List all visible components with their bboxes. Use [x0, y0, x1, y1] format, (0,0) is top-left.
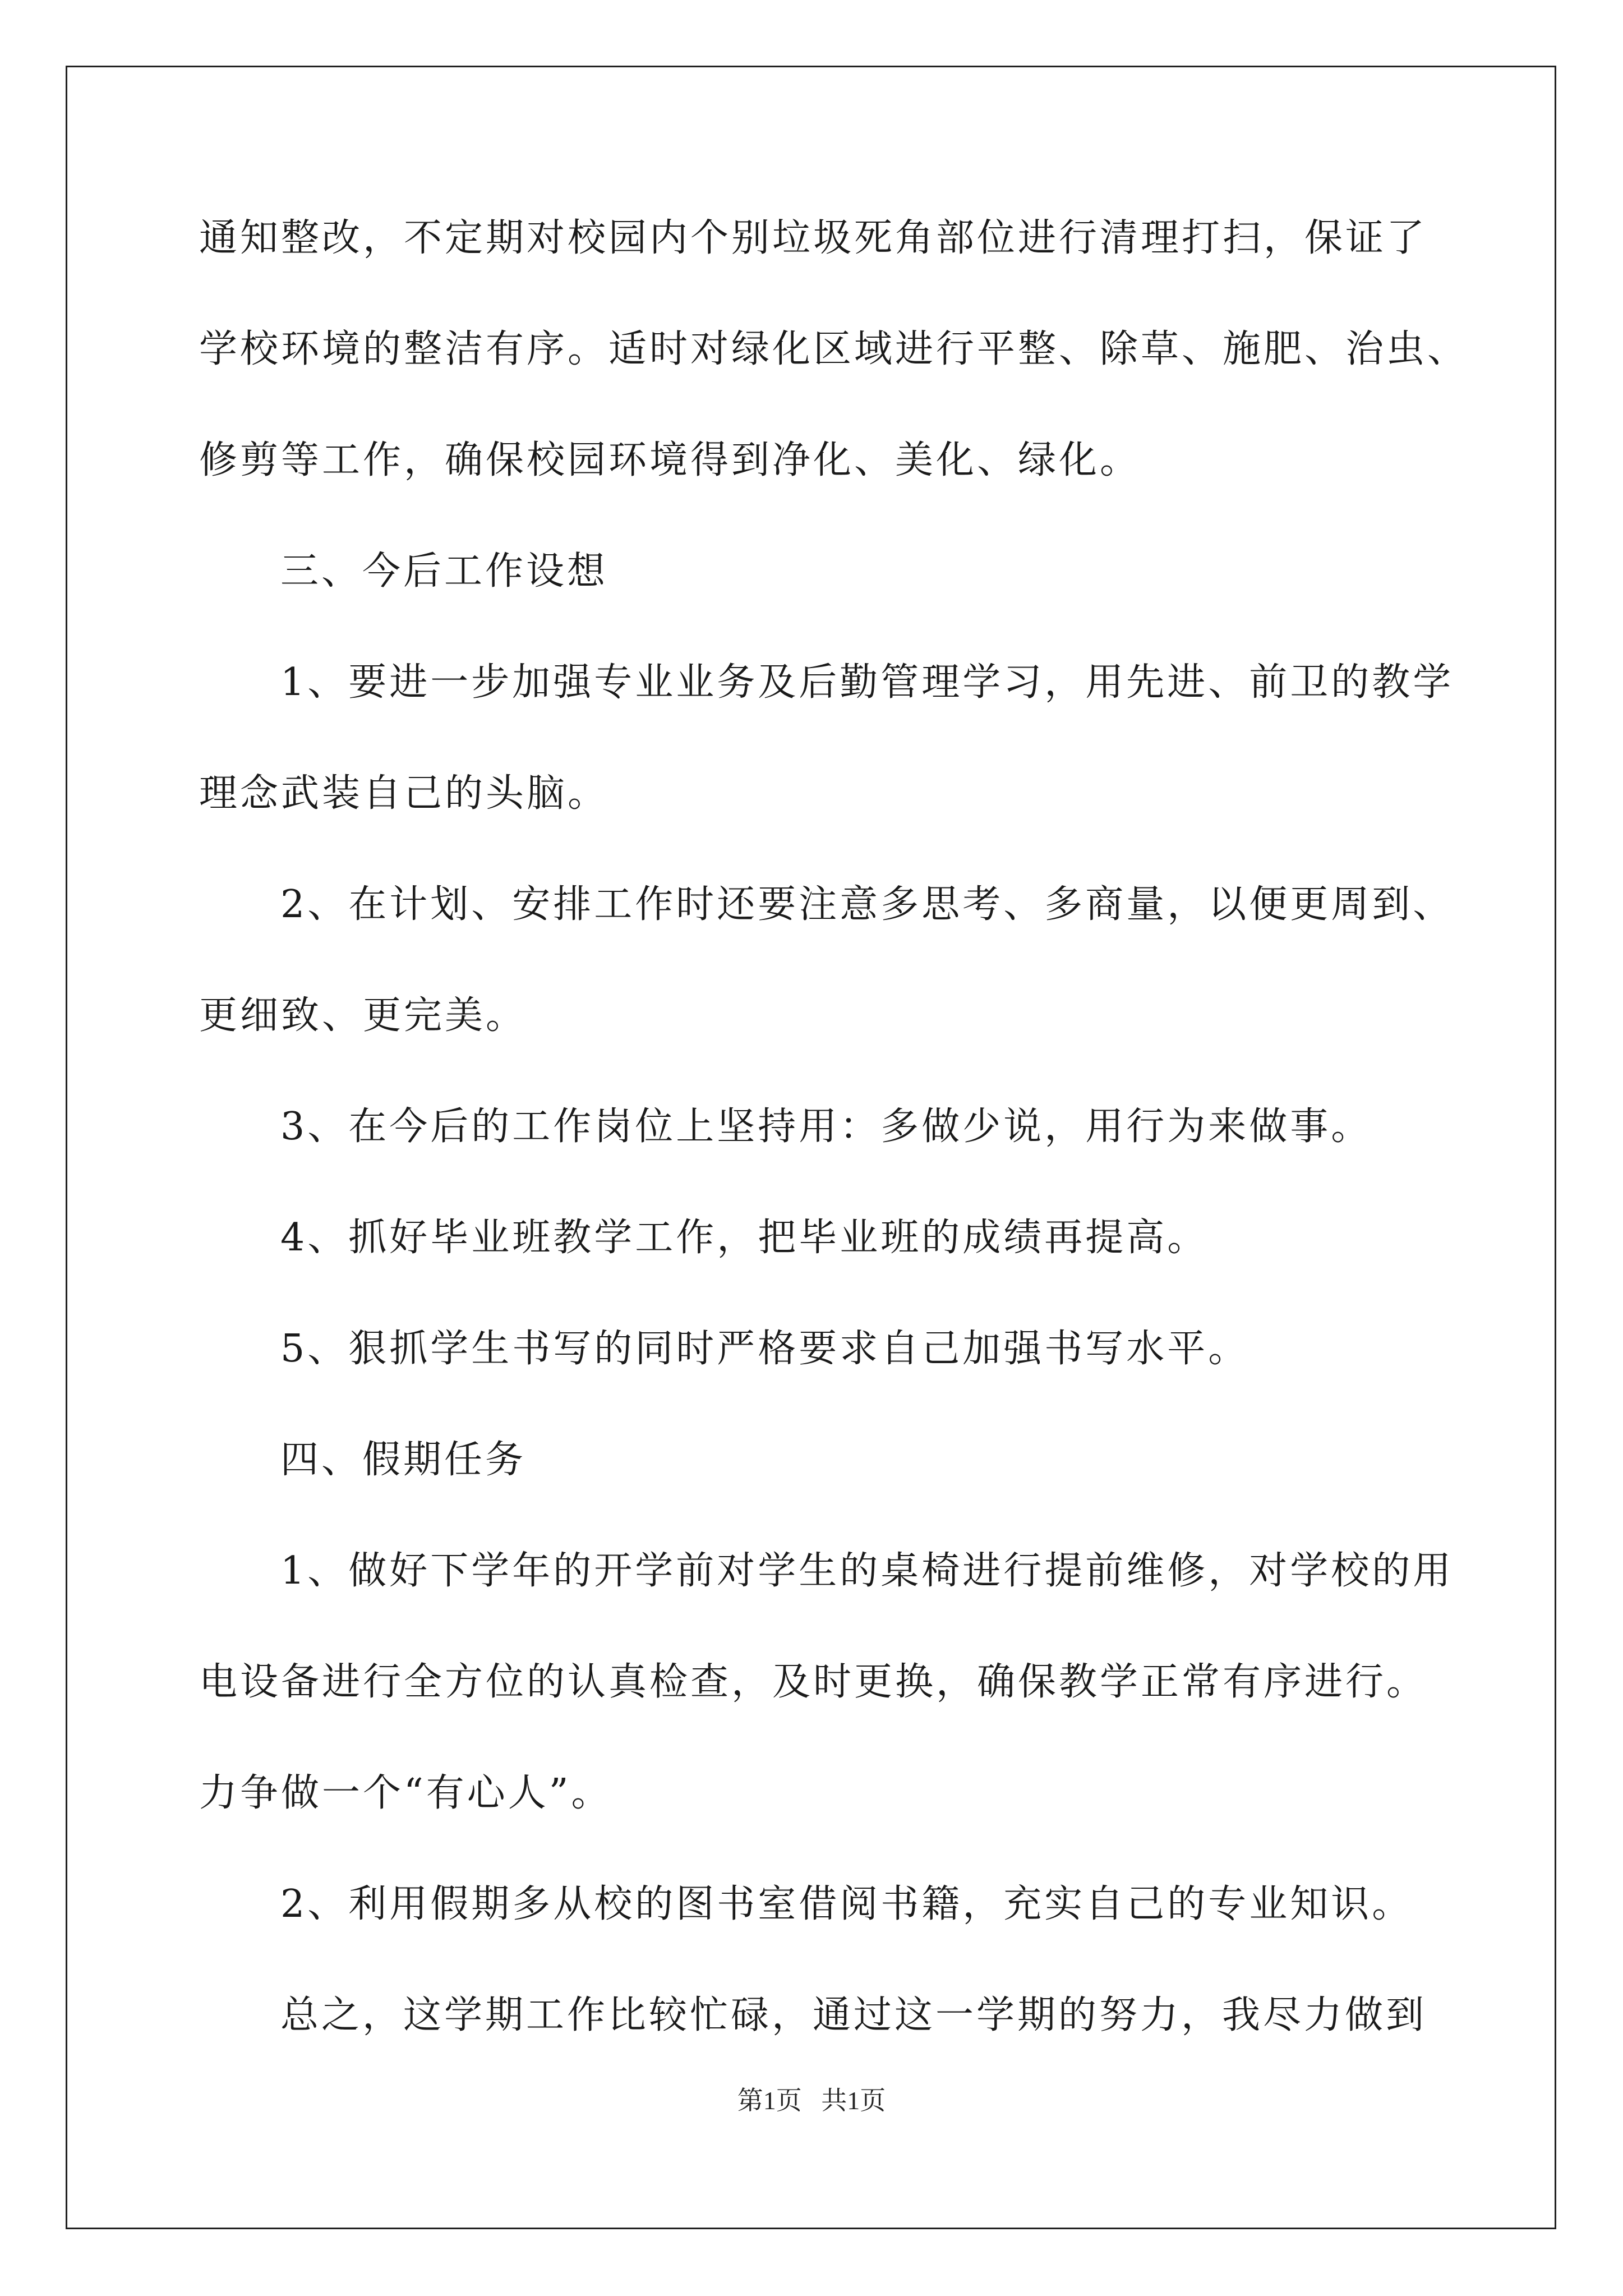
text-line: 4、抓好毕业班教学工作，把毕业班的成绩再提高。 [280, 1216, 1209, 1260]
text-line: 5、狠抓学生书写的同时严格要求自己加强书写水平。 [280, 1327, 1249, 1371]
section-heading: 三、今后工作设想 [280, 549, 608, 593]
text-line: 2、在计划、安排工作时还要注意多思考、多商量，以便更周到、 [280, 882, 1454, 927]
text-line: 电设备进行全方位的认真检查，及时更换，确保教学正常有序进行。 [199, 1660, 1428, 1704]
text-line: 通知整改，不定期对校园内个别垃圾死角部位进行清理打扫，保证了 [199, 216, 1428, 260]
text-line: 2、利用假期多从校的图书室借阅书籍，充实自己的专业知识。 [280, 1882, 1413, 1926]
text-line: 更细致、更完美。 [199, 993, 527, 1038]
text-line: 1、做好下学年的开学前对学生的桌椅进行提前维修，对学校的用 [280, 1549, 1454, 1593]
page-number-footer: 第1页 共1页 [737, 2086, 886, 2115]
text-line: 1、要进一步加强专业业务及后勤管理学习，用先进、前卫的教学 [280, 660, 1454, 705]
text-line: 3、在今后的工作岗位上坚持用：多做少说，用行为来做事。 [280, 1105, 1372, 1149]
text-line: 总之，这学期工作比较忙碌，通过这一学期的努力，我尽力做到 [280, 1993, 1427, 2037]
text-line: 修剪等工作，确保校园环境得到净化、美化、绿化。 [199, 438, 1141, 482]
document-body [199, 216, 1469, 2104]
text-line: 理念武装自己的头脑。 [199, 771, 609, 816]
section-heading: 四、假期任务 [280, 1438, 527, 1482]
text-line: 学校环境的整洁有序。适时对绿化区域进行平整、除草、施肥、治虫、 [199, 327, 1469, 371]
text-line: 力争做一个“有心人”。 [199, 1771, 612, 1815]
